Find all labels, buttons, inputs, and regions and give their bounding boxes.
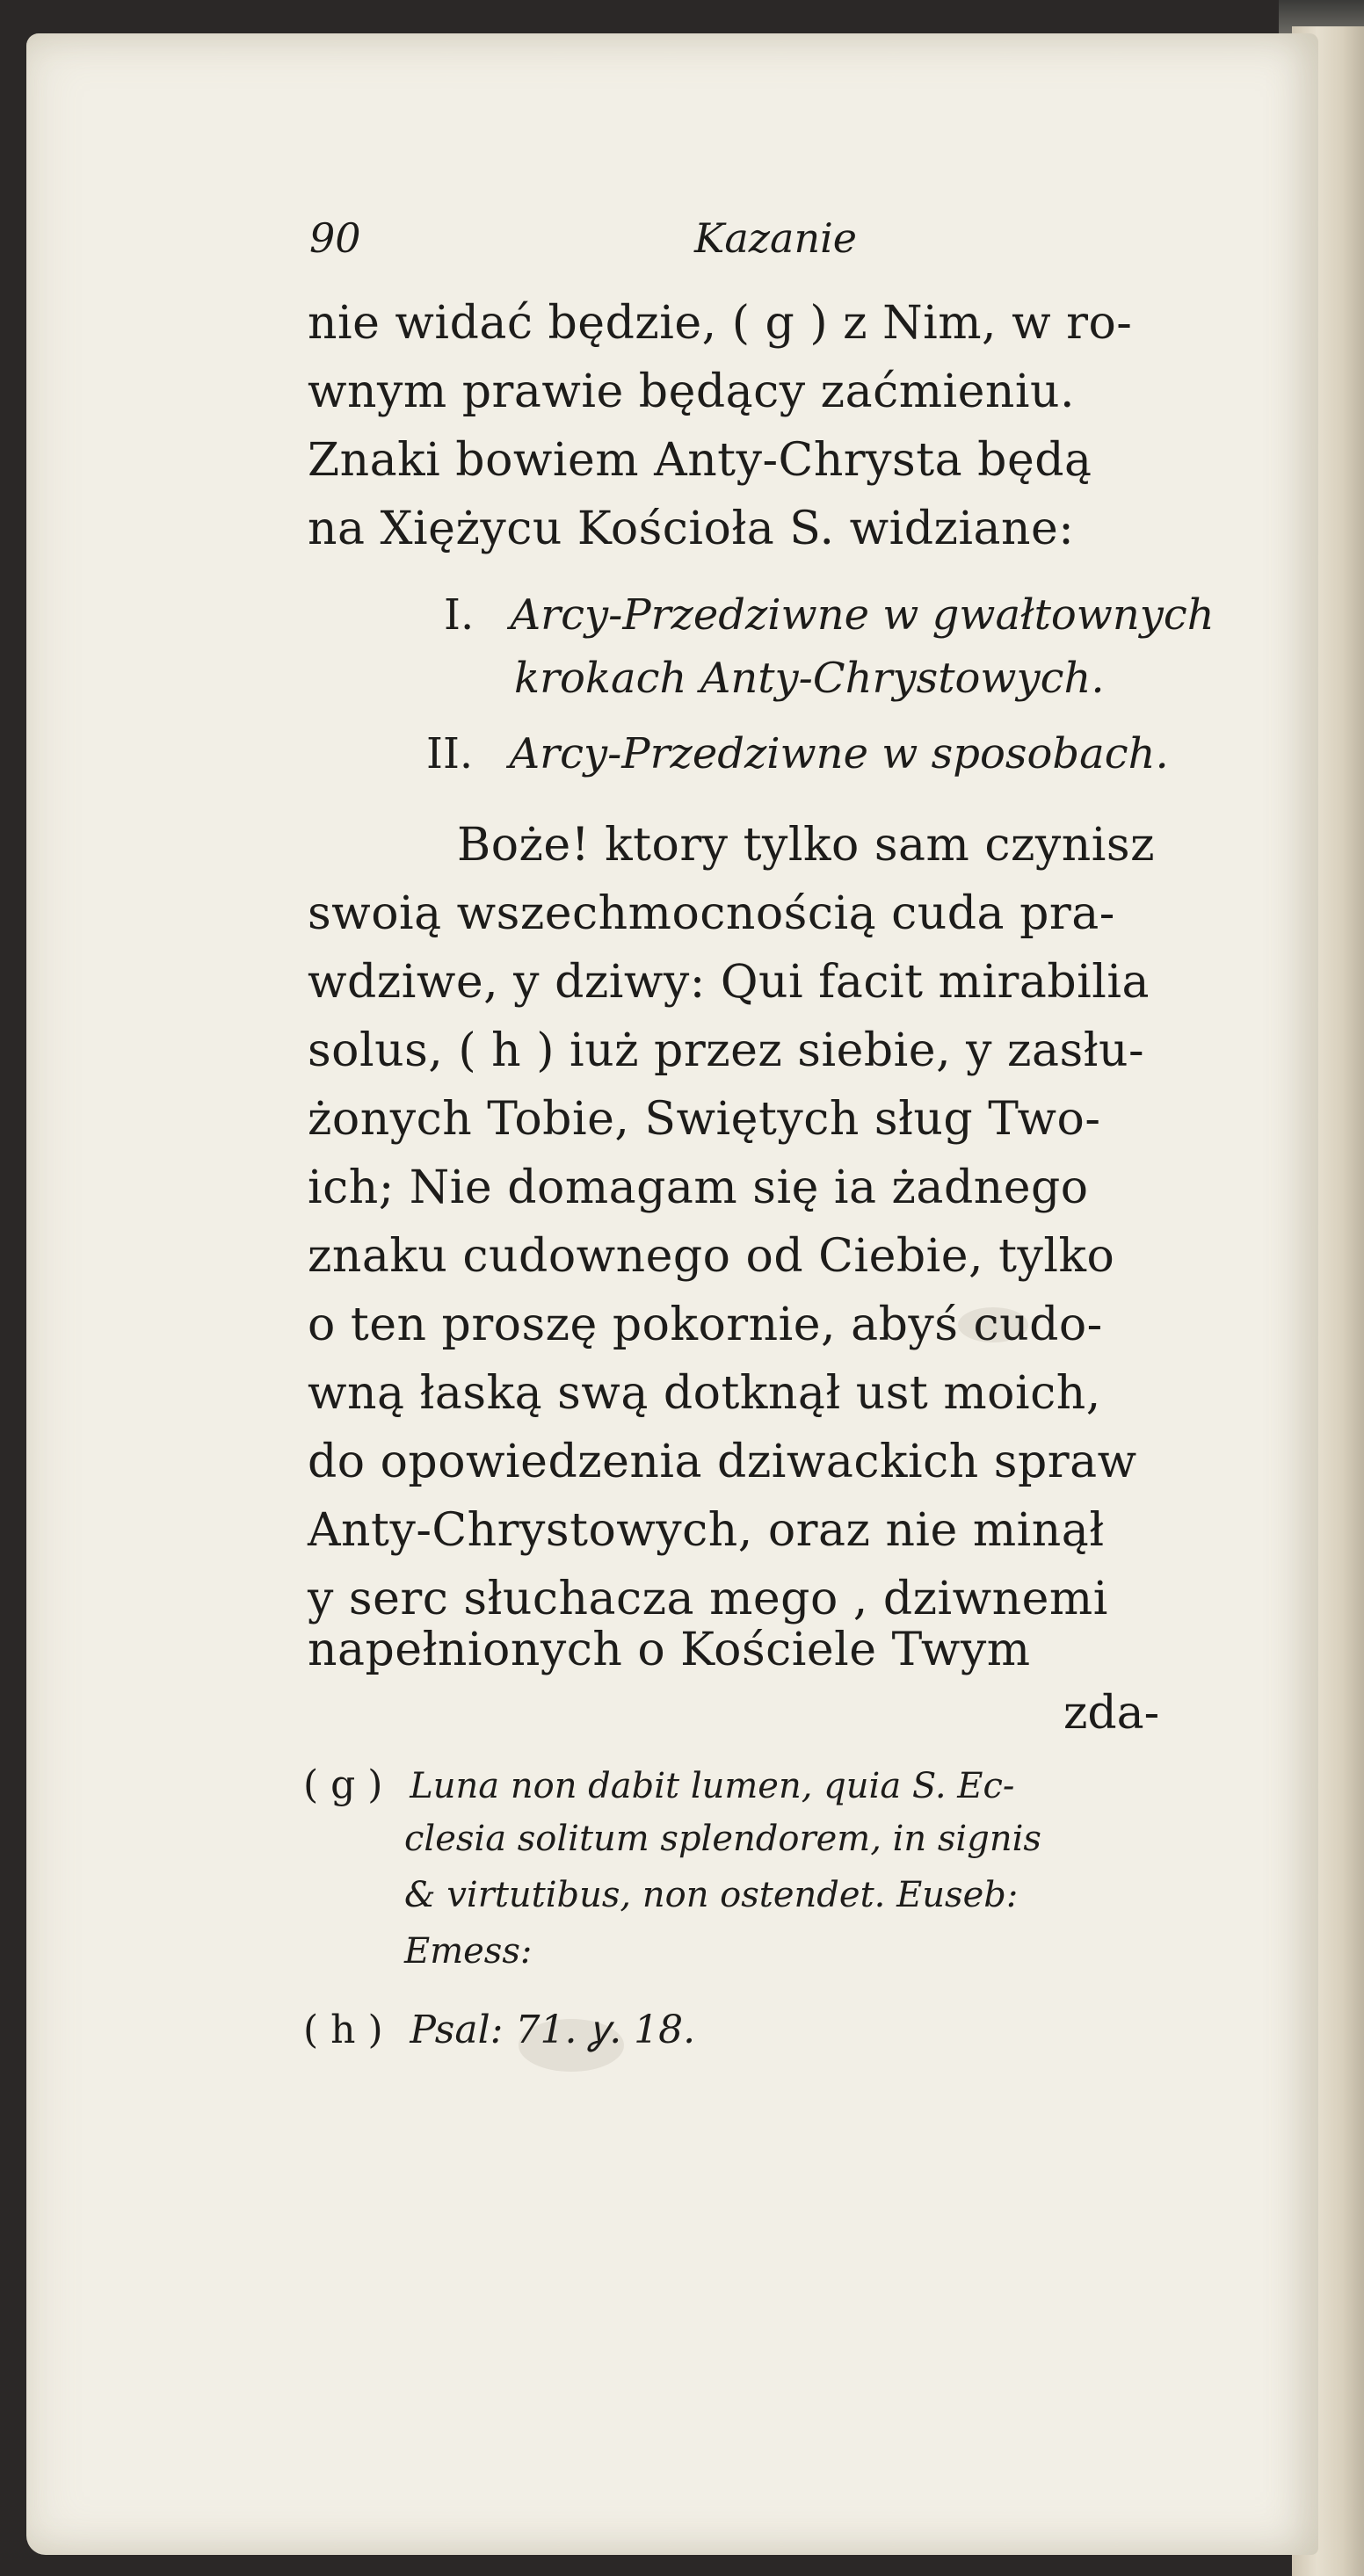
footnote-text: Luna non dabit lumen, quia S. Ec- — [410, 1766, 1015, 1806]
body-line: na Xiężycu Kościoła S. widziane: — [308, 503, 1075, 555]
catchword: zda- — [1063, 1687, 1160, 1740]
footnote-line: & virtutibus, non ostendet. Euseb: — [404, 1875, 1019, 1915]
body-line: nie widać będzie, ( g ) z Nim, w ro- — [308, 297, 1133, 350]
footnote-mark: ( g ) — [303, 1762, 383, 1807]
footnote-text: Psal: 71. ỿ. 18. — [410, 2008, 696, 2052]
body-line: y serc słuchacza mego , dziwnemi — [308, 1573, 1108, 1625]
item-text: Arcy-Przedziwne w gwałtownych — [510, 590, 1215, 640]
body-line: żonych Tobie, Swiętych sług Two- — [308, 1093, 1101, 1146]
body-line: swoią wszechmocnością cuda pra- — [308, 887, 1115, 940]
item-text: Arcy-Przedziwne w sposobach. — [509, 729, 1169, 778]
body-line: Anty-Chrystowych, oraz nie minął — [308, 1504, 1105, 1557]
body-line: Znaki bowiem Anty-Chrysta będą — [308, 434, 1092, 487]
body-line: Boże! ktory tylko sam czynisz — [457, 819, 1155, 872]
body-line: wnym prawie będący zaćmieniu. — [308, 365, 1076, 418]
body-line: wdziwe, y dziwy: Qui facit mirabilia — [308, 956, 1150, 1009]
running-title: Kazanie — [694, 214, 858, 262]
item-text: krokach Anty-Chrystowych. — [514, 654, 1105, 703]
body-line: do opowiedzenia dziwackich spraw — [308, 1436, 1137, 1488]
footnote-line: Emess: — [404, 1931, 533, 1972]
footnote-h — [303, 2001, 695, 2054]
list-item — [444, 590, 1215, 640]
body-line: ich; Nie domagam się ia żadnego — [308, 1161, 1089, 1214]
list-item — [426, 729, 1169, 778]
item-number: I. — [444, 590, 475, 640]
body-line: napełnionych o Kościele Twym — [308, 1624, 1031, 1676]
footnote-mark: ( h ) — [303, 2008, 383, 2052]
body-line: solus, ( h ) iuż przez siebie, y zasłu- — [308, 1024, 1145, 1077]
footnote-line: clesia solitum splendorem, in signis — [404, 1819, 1041, 1859]
page-number: 90 — [309, 214, 361, 262]
running-head — [0, 214, 1364, 276]
body-line: wną łaską swą dotknął ust moich, — [308, 1367, 1101, 1420]
item-number: II. — [426, 729, 474, 778]
body-line: o ten proszę pokornie, abyś cudo- — [308, 1299, 1103, 1351]
footnote-g — [303, 1762, 1014, 1807]
list-item — [514, 654, 1105, 703]
body-line: znaku cudownego od Ciebie, tylko — [308, 1230, 1115, 1283]
